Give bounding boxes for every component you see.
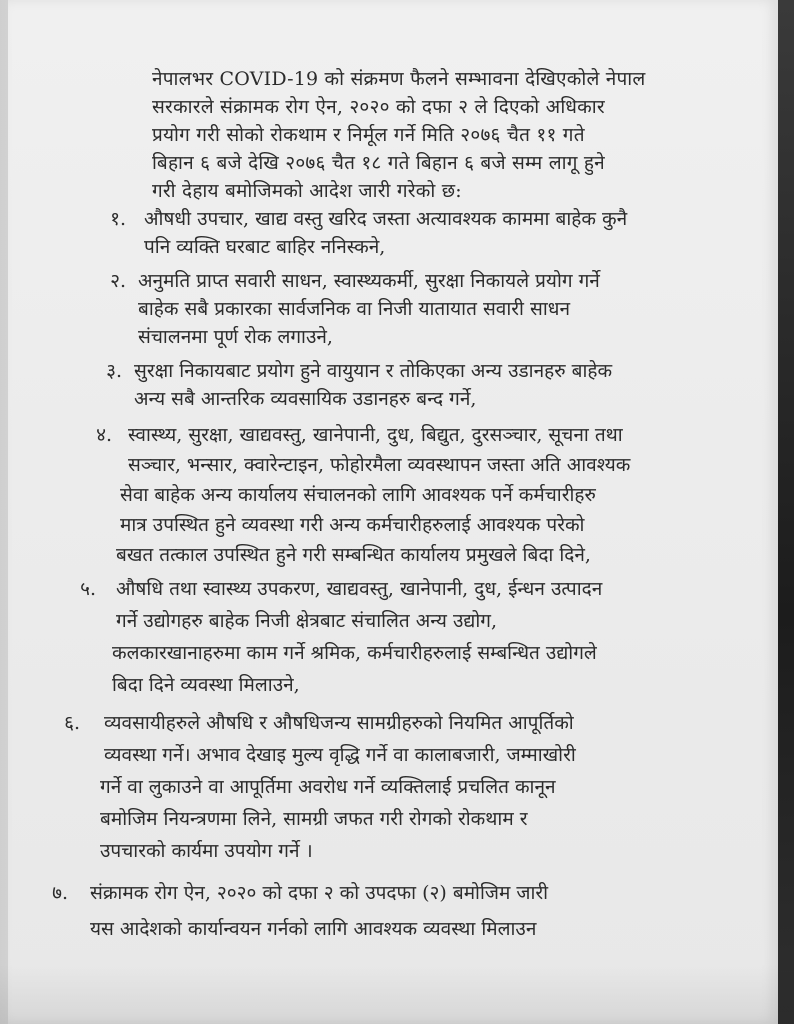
intro-line: सरकारले संक्रामक रोग ऐन, २०२० को दफा २ ले दिएको अधिकार [152, 96, 605, 118]
item-number: २. [110, 270, 126, 292]
intro-line: गरी देहाय बमोजिमको आदेश जारी गरेको छ: [152, 180, 462, 202]
item-number: १. [110, 208, 126, 230]
item-number: ६. [64, 712, 80, 734]
item-line: गर्ने उद्योगहरु बाहेक निजी क्षेत्रबाट संचालित अन्य उद्योग, [116, 610, 498, 632]
item-line: संक्रामक रोग ऐन, २०२० को दफा २ को उपदफा (२) बमोजिम जारी [90, 882, 549, 904]
item-line: व्यवस्था गर्ने। अभाव देखाइ मुल्य वृद्धि गर्ने वा कालाबजारी, जम्माखोरी [104, 744, 576, 766]
item-line: औषधी उपचार, खाद्य वस्तु खरिद जस्ता अत्यावश्यक काममा बाहेक कुनै [144, 208, 628, 230]
item-line: मात्र उपस्थित हुने व्यवस्था गरी अन्य कर्मचारीहरुलाई आवश्यक परेको [120, 514, 585, 536]
item-line: बखत तत्काल उपस्थित हुने गरी सम्बन्धित कार्यालय प्रमुखले बिदा दिने, [116, 544, 591, 566]
item-number: ३. [106, 360, 122, 382]
item-line: यस आदेशको कार्यान्वयन गर्नको लागि आवश्यक व्यवस्था मिलाउन [90, 918, 537, 940]
dark-edge [776, 0, 794, 1024]
item-line: व्यवसायीहरुले औषधि र औषधिजन्य सामग्रीहरुको नियमित आपूर्तिको [104, 712, 574, 734]
item-number: ५. [80, 578, 96, 600]
item-line: उपचारको कार्यमा उपयोग गर्ने । [100, 840, 313, 862]
item-line: सुरक्षा निकायबाट प्रयोग हुने वायुयान र तोकिएका अन्य उडानहरु बाहेक [134, 360, 613, 382]
item-line: गर्ने वा लुकाउने वा आपूर्तिमा अवरोध गर्ने व्यक्तिलाई प्रचलित कानून [100, 776, 556, 798]
item-line: अनुमति प्राप्त सवारी साधन, स्वास्थ्यकर्मी, सुरक्षा निकायले प्रयोग गर्ने [138, 270, 600, 292]
item-line: संचालनमा पूर्ण रोक लगाउने, [138, 326, 333, 348]
item-line: औषधि तथा स्वास्थ्य उपकरण, खाद्यवस्तु, खानेपानी, दुध, ईन्धन उत्पादन [116, 578, 603, 600]
item-line: अन्य सबै आन्तरिक व्यवसायिक उडानहरु बन्द गर्ने, [134, 388, 477, 410]
item-line: बिदा दिने व्यवस्था मिलाउने, [112, 674, 300, 696]
intro-line: नेपालभर COVID-19 को संक्रमण फैलने सम्भावना देखिएकोले नेपाल [152, 68, 646, 90]
item-line: सेवा बाहेक अन्य कार्यालय संचालनको लागि आवश्यक पर्ने कर्मचारीहरु [120, 484, 596, 506]
item-number: ७. [52, 882, 68, 904]
item-line: स्वास्थ्य, सुरक्षा, खाद्यवस्तु, खानेपानी, दुध, बिद्युत, दुरसञ्चार, सूचना तथा [128, 424, 623, 446]
item-line: सञ्चार, भन्सार, क्वारेन्टाइन, फोहोरमैला व्यवस्थापन जस्ता अति आवश्यक [128, 454, 631, 476]
item-line: बाहेक सबै प्रकारका सार्वजनिक वा निजी यातायात सवारी साधन [138, 298, 571, 320]
item-line: पनि व्यक्ति घरबाट बाहिर ननिस्कने, [144, 236, 386, 258]
item-number: ४. [96, 424, 112, 446]
intro-line: बिहान ६ बजे देखि २०७६ चैत १८ गते बिहान ६ बजे सम्म लागू हुने [152, 152, 605, 174]
item-line: कलकारखानाहरुमा काम गर्ने श्रमिक, कर्मचारीहरुलाई सम्बन्धित उद्योगले [112, 642, 597, 664]
item-line: बमोजिम नियन्त्रणमा लिने, सामग्री जफत गरी रोगको रोकथाम र [100, 808, 528, 830]
intro-line: प्रयोग गरी सोको रोकथाम र निर्मूल गर्ने मिति २०७६ चैत ११ गते [152, 124, 585, 146]
